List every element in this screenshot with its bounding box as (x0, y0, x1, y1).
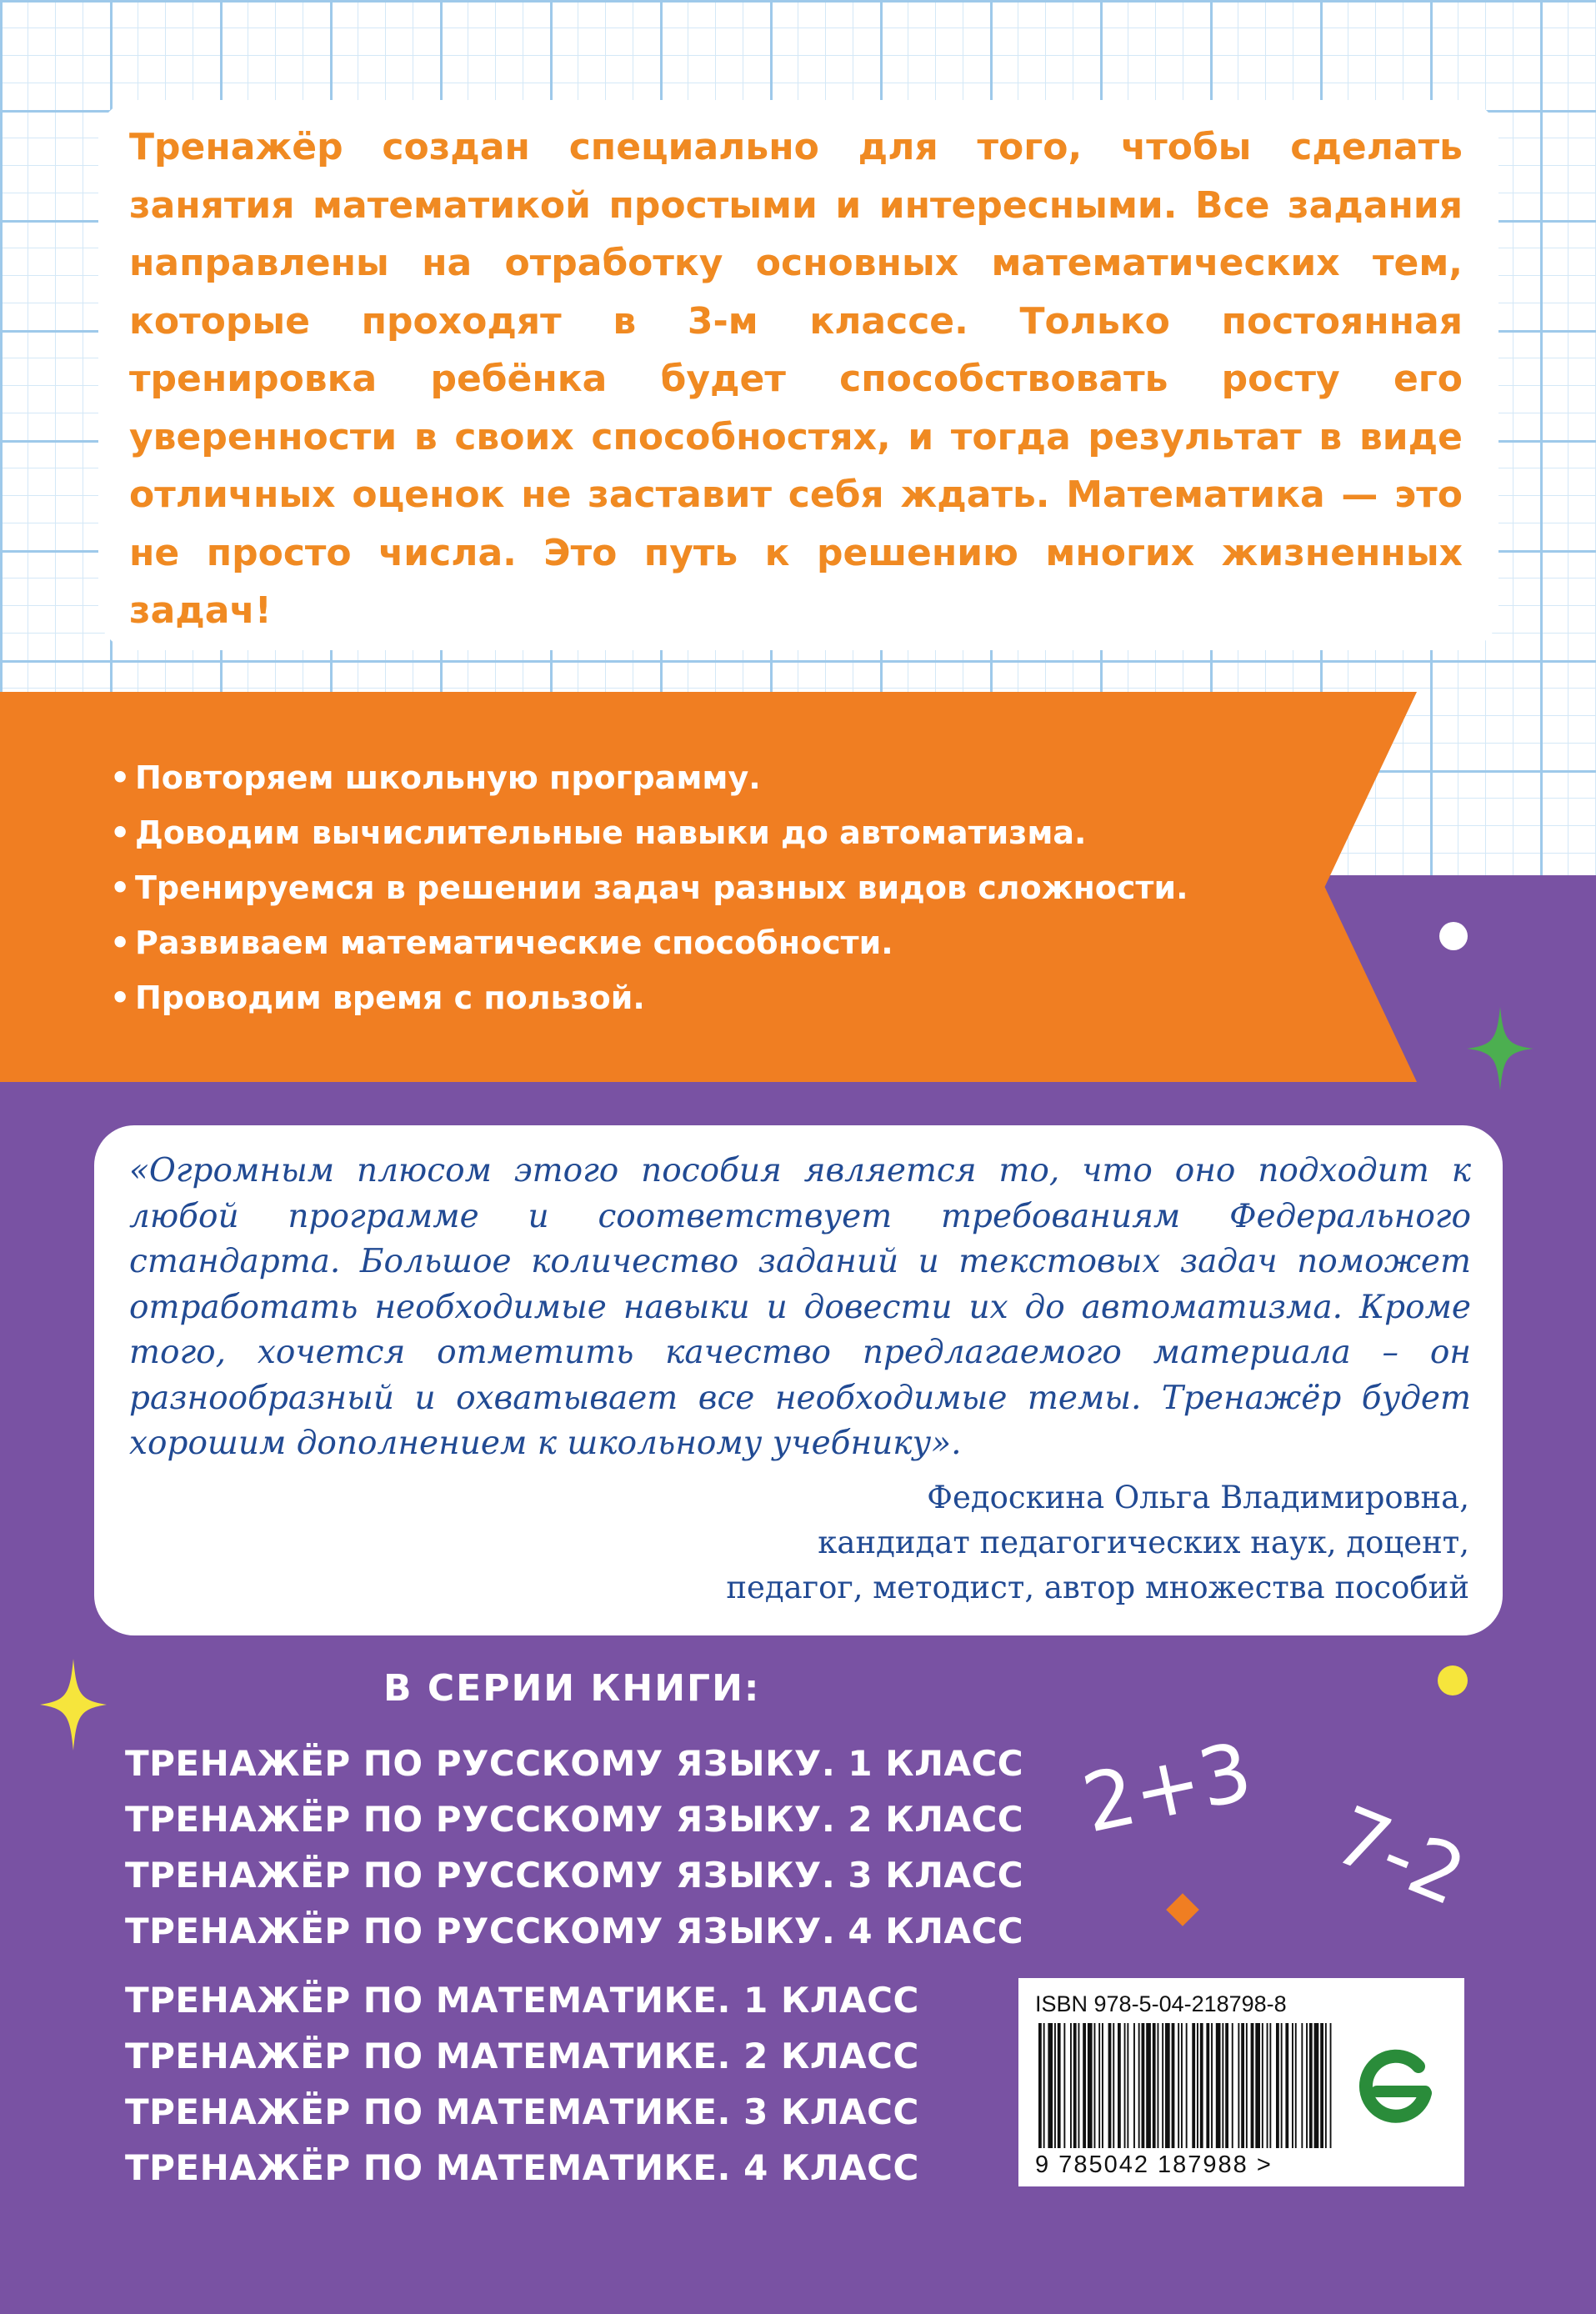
barcode-bar (1306, 2023, 1308, 2148)
barcode-bar (1238, 2023, 1239, 2148)
barcode-bar (1124, 2023, 1126, 2148)
barcode-bar (1232, 2023, 1233, 2148)
barcode-bar (1142, 2023, 1145, 2148)
isbn-label: ISBN 978-5-04-218798-8 (1035, 1991, 1287, 2016)
series-book-title: ТРЕНАЖЁР ПО РУССКОМУ ЯЗЫКУ. 1 КЛАСС (125, 1743, 1024, 1784)
barcode-bar (1118, 2023, 1121, 2148)
barcode-bar (1267, 2023, 1268, 2148)
barcode-bar (1113, 2023, 1114, 2148)
series-book-title: ТРЕНАЖЁР ПО МАТЕМАТИКЕ. 3 КЛАСС (125, 2091, 919, 2132)
barcode-bar (1165, 2023, 1170, 2148)
barcode-number: 9 785042 187988 > (1035, 2151, 1273, 2178)
barcode-bar (1108, 2023, 1112, 2148)
barcode-bar (1222, 2023, 1223, 2148)
barcode-bar (1153, 2023, 1156, 2148)
barcode-bar (1301, 2023, 1303, 2148)
barcode-bar (1285, 2023, 1288, 2148)
white-dot-icon (1439, 922, 1468, 950)
barcode-bar (1269, 2023, 1271, 2148)
author-degree: кандидат педагогических наук, доцент, (818, 1525, 1469, 1560)
barcode-bar (1158, 2023, 1159, 2148)
doodle-expression: 2+3 (1074, 1724, 1260, 1851)
barcode-bar (1058, 2023, 1061, 2148)
series-book-title: ТРЕНАЖЁР ПО РУССКОМУ ЯЗЫКУ. 2 КЛАСС (125, 1799, 1024, 1840)
feature-item: • Развиваем математические способности. (110, 924, 893, 961)
barcode-bar (1211, 2023, 1213, 2148)
barcode-bar (1197, 2023, 1198, 2148)
author-name: Федоскина Ольга Владимировна, (927, 1480, 1469, 1515)
yellow-dot-icon (1438, 1665, 1468, 1695)
barcode-bar (1281, 2023, 1283, 2148)
barcode-bar (1225, 2023, 1228, 2148)
barcode-bar (1083, 2023, 1086, 2148)
barcode-bar (1330, 2023, 1332, 2148)
barcode-bar (1088, 2023, 1093, 2148)
barcode-bar (1251, 2023, 1254, 2148)
barcode-bar (1262, 2023, 1263, 2148)
feature-item: • Повторяем школьную программу. (110, 759, 761, 796)
barcode-bar (1216, 2023, 1221, 2148)
barcode-bar (1295, 2023, 1297, 2148)
barcode-bar (1078, 2023, 1080, 2148)
barcode-bar (1098, 2023, 1100, 2148)
barcode-bar (1054, 2023, 1056, 2148)
series-book-title: ТРЕНАЖЁР ПО МАТЕМАТИКЕ. 4 КЛАСС (125, 2147, 919, 2188)
barcode-bar (1181, 2023, 1183, 2148)
series-math-list (125, 1972, 919, 2196)
barcode (1035, 2023, 1335, 2148)
author-role: педагог, методист, автор множества пособий (726, 1570, 1469, 1605)
barcode-bar (1094, 2023, 1096, 2148)
barcode-bar (1178, 2023, 1179, 2148)
barcode-bar (1048, 2023, 1053, 2148)
series-title: В СЕРИИ КНИГИ: (383, 1667, 761, 1710)
series-russian-list (125, 1736, 1023, 1959)
barcode-bar (1138, 2023, 1140, 2148)
review-quote: «Огромным плюсом этого пособия является то, что оно подходит к любой программе и соответствует требованиям Федерального стандарта. Большое количество заданий и текстовых задач поможет отработать необходимые навыки и довести их до автоматизма. Кроме того, хочется отметить качество предлагаемого материала – он разнообразный и охватывает все необходимые темы. Тренажёр будет хорошим дополнением к школьному учебнику». (129, 1152, 1471, 1462)
review-author (726, 1475, 1469, 1610)
series-book-title: ТРЕНАЖЁР ПО РУССКОМУ ЯЗЫКУ. 3 КЛАСС (125, 1855, 1024, 1896)
yellow-sparkle-icon (40, 1659, 107, 1751)
barcode-bar (1186, 2023, 1188, 2148)
barcode-bar (1325, 2023, 1327, 2148)
feature-item: • Доводим вычислительные навыки до автоматизма. (110, 814, 1087, 851)
barcode-bar (1192, 2023, 1195, 2148)
barcode-bar (1241, 2023, 1244, 2148)
barcode-bar (1276, 2023, 1279, 2148)
isbn-box (1018, 1978, 1464, 2186)
series-book-title: ТРЕНАЖЁР ПО МАТЕМАТИКЕ. 1 КЛАСС (125, 1980, 919, 2021)
barcode-bar (1292, 2023, 1293, 2148)
publisher-logo-icon (1352, 2043, 1443, 2135)
barcode-bar (1320, 2023, 1323, 2148)
barcode-bar (1073, 2023, 1077, 2148)
series-book-title: ТРЕНАЖЁР ПО РУССКОМУ ЯЗЫКУ. 4 КЛАСС (125, 1911, 1024, 1951)
barcode-bar (1070, 2023, 1072, 2148)
barcode-bar (1162, 2023, 1163, 2148)
doodle-expression: 7-2 (1321, 1788, 1478, 1924)
series-book-title: ТРЕНАЖЁР ПО МАТЕМАТИКЕ. 2 КЛАСС (125, 2036, 919, 2076)
barcode-bar (1206, 2023, 1209, 2148)
barcode-bar (1133, 2023, 1135, 2148)
features-list (110, 750, 1188, 1025)
intro-text: Тренажёр создан специально для того, чтобы сделать занятия математикой простыми и интересными. Все задания направлены на отработку основных математических тем, которые проходят в 3-м классе. Только постоянная тренировка ребёнка будет способствовать росту его уверенности в своих способностях, и тогда результат в виде отличных оценок не заставит себя ждать. Математика — это не просто числа. Это путь к решению многих жизненных задач! (129, 126, 1463, 632)
barcode-bar (1314, 2023, 1319, 2148)
barcode-bar (1309, 2023, 1313, 2148)
barcode-bar (1246, 2023, 1248, 2148)
feature-item: • Проводим время с пользой. (110, 979, 645, 1016)
barcode-bar (1127, 2023, 1128, 2148)
barcode-bar (1063, 2023, 1065, 2148)
barcode-bar (1172, 2023, 1175, 2148)
barcode-bar (1043, 2023, 1045, 2148)
math-doodle (1067, 1692, 1500, 1942)
barcode-bar (1038, 2023, 1042, 2148)
barcode-bar (1255, 2023, 1260, 2148)
barcode-bar (1102, 2023, 1103, 2148)
feature-item: • Тренируемся в решении задач разных видов сложности. (110, 869, 1188, 906)
green-sparkle-icon (1467, 1007, 1533, 1090)
barcode-bar (1146, 2023, 1151, 2148)
barcode-bar (1200, 2023, 1203, 2148)
